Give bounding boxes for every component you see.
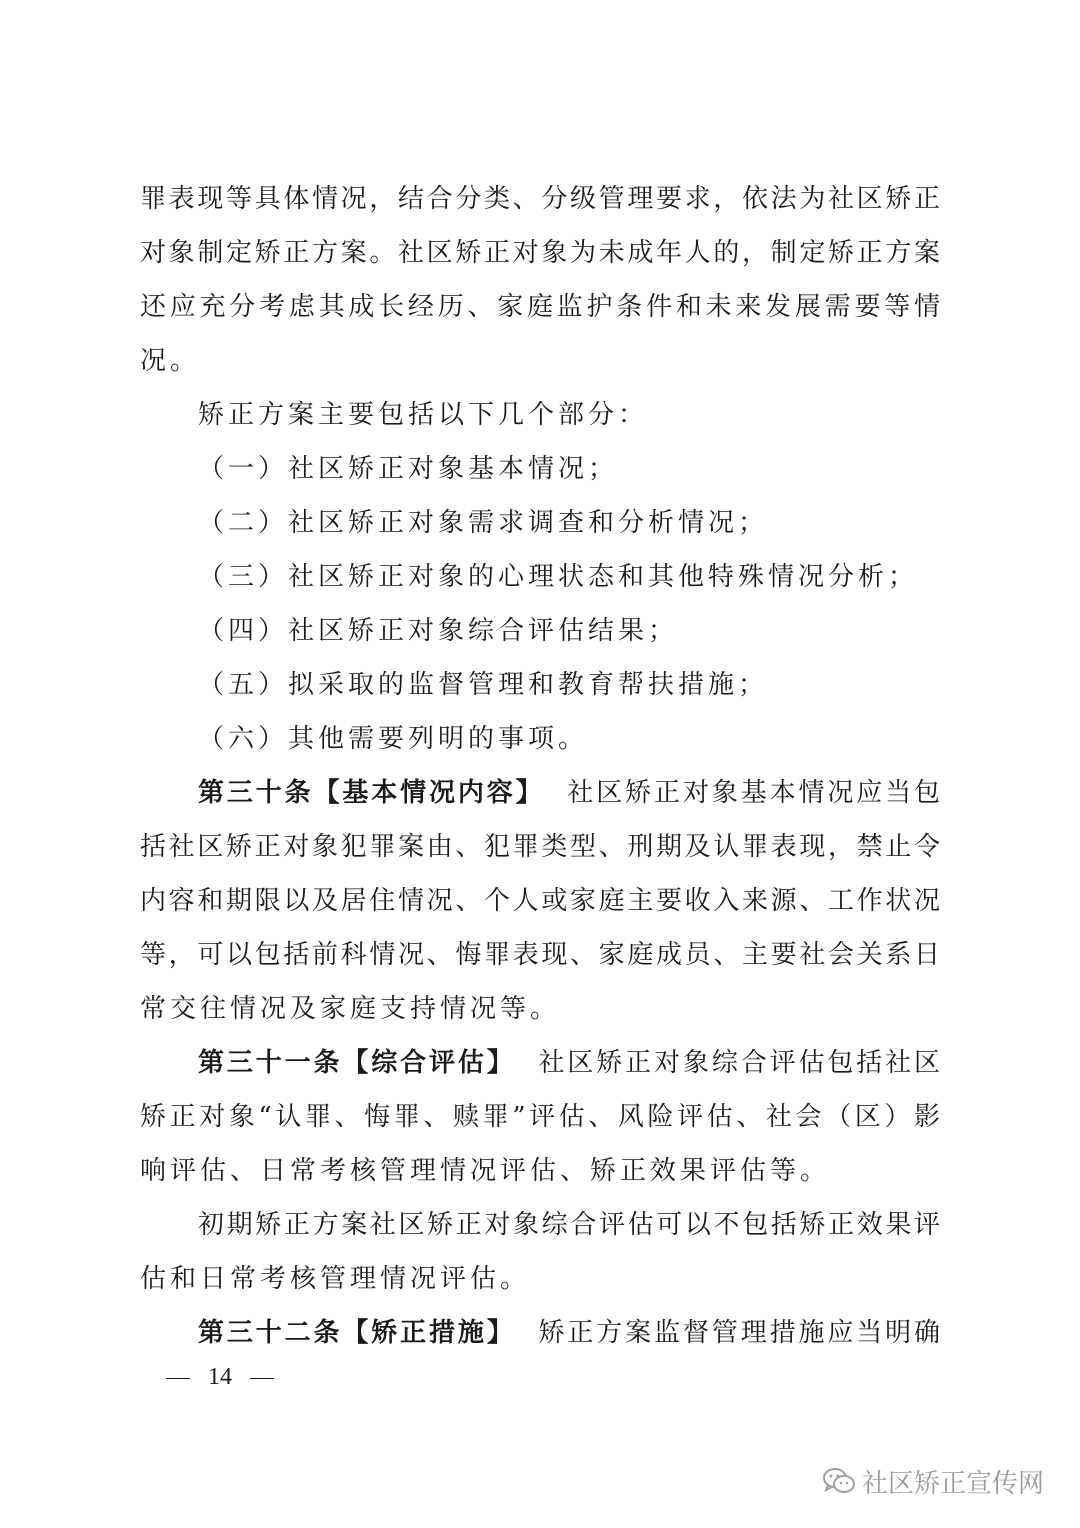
text-line: 还应充分考虑其成长经历、家庭监护条件和未来发展需要等情 (140, 292, 940, 322)
article-32-heading: 第三十二条【矫正措施】 (198, 1318, 516, 1348)
article-32-first-line (140, 1306, 940, 1360)
text-line: 内容和期限以及居住情况、个人或家庭主要收入来源、工作状况 (140, 886, 940, 916)
text-line: 况。 (140, 346, 201, 376)
list-item: （六）其他需要列明的事项。 (198, 724, 589, 754)
page-number-dash-right (250, 1378, 274, 1379)
list-item: （一）社区矫正对象基本情况； (198, 454, 619, 484)
list-intro: 矫正方案主要包括以下几个部分： (198, 400, 649, 430)
page-number-value: 14 (208, 1364, 232, 1390)
text-line: 初期矫正方案社区矫正对象综合评估可以不包括矫正效果评 (198, 1210, 940, 1240)
article-30-text: 社区矫正对象基本情况应当包 (564, 778, 940, 808)
list-item: （三）社区矫正对象的心理状态和其他特殊情况分析； (198, 562, 919, 592)
article-31-heading: 第三十一条【综合评估】 (198, 1048, 516, 1078)
list-item: （二）社区矫正对象需求调查和分析情况； (198, 508, 769, 538)
text-line: 常交往情况及家庭支持情况等。 (140, 994, 561, 1024)
article-31-first-line (140, 1036, 940, 1090)
text-line: 矫正对象“认罪、悔罪、赎罪”评估、风险评估、社会（区）影 (140, 1102, 940, 1132)
article-30-first-line (140, 766, 940, 820)
article-32-text: 矫正方案监督管理措施应当明确 (535, 1318, 940, 1348)
watermark (822, 1463, 1044, 1499)
list-item: （五）拟采取的监督管理和教育帮扶措施； (198, 670, 769, 700)
page-number (166, 1360, 274, 1394)
document-body (140, 172, 940, 1360)
text-line: 估和日常考核管理情况评估。 (140, 1264, 531, 1294)
text-line: 等，可以包括前科情况、悔罪表现、家庭成员、主要社会关系日 (140, 940, 940, 970)
text-line: 响评估、日常考核管理情况评估、矫正效果评估等。 (140, 1156, 831, 1186)
text-line: 对象制定矫正方案。社区矫正对象为未成年人的，制定矫正方案 (140, 238, 940, 268)
article-31-text: 社区矫正对象综合评估包括社区 (535, 1048, 940, 1078)
article-30-heading: 第三十条【基本情况内容】 (198, 778, 545, 808)
watermark-text: 社区矫正宣传网 (861, 1468, 1044, 1499)
page-number-dash-left (166, 1378, 190, 1379)
list-item: （四）社区矫正对象综合评估结果； (198, 616, 679, 646)
text-line: 括社区矫正对象犯罪案由、犯罪类型、刑期及认罪表现，禁止令 (140, 832, 940, 862)
wechat-icon (822, 1466, 856, 1496)
text-line: 罪表现等具体情况，结合分类、分级管理要求，依法为社区矫正 (140, 184, 940, 214)
